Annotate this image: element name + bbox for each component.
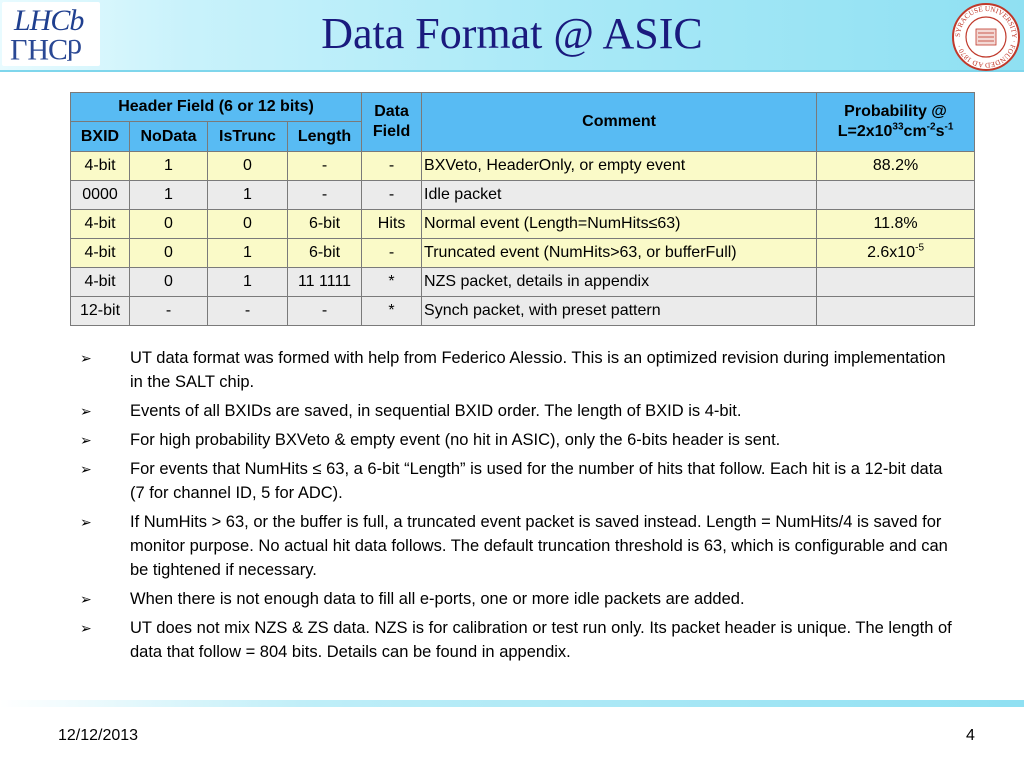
nodata-cell: 0 xyxy=(130,268,208,297)
bxid-cell: 4-bit xyxy=(71,210,130,239)
data-field-header: Data Field xyxy=(362,93,422,152)
istrunc-cell: - xyxy=(208,297,288,326)
istrunc-cell: 0 xyxy=(208,152,288,181)
header-divider xyxy=(0,70,1024,72)
comment-cell: Synch packet, with preset pattern xyxy=(422,297,817,326)
probability-cell xyxy=(817,297,975,326)
header-field-group: Header Field (6 or 12 bits) xyxy=(71,93,362,122)
bullet-text: When there is not enough data to fill all e-ports, one or more idle packets are added. xyxy=(130,590,745,608)
probability-header: Probability @ $L=2x10^{33}cm^{-2}s^{-1}$ xyxy=(817,93,975,152)
bullet-text: UT data format was formed with help from Federico Alessio. This is an optimized revision during implementation in the SALT chip. xyxy=(130,349,946,391)
length-header: Length xyxy=(288,122,362,152)
bullet-text: If NumHits > 63, or the buffer is full, a truncated event packet is saved instead. Length = NumHits/4 is saved for monitor purpose. No actual hit data follows. The default truncation threshold is 63, which is configurable and can be tightened if necessary. xyxy=(130,513,948,579)
arrow-bullet-icon: ➢ xyxy=(80,591,92,607)
table-row xyxy=(71,268,975,297)
data-field-cell: - xyxy=(362,181,422,210)
bullet-text: UT does not mix NZS & ZS data. NZS is for calibration or test run only. Its packet header is unique. The length of data that follow = 804 bits. Details can be found in appendix. xyxy=(130,619,952,661)
footer-divider xyxy=(0,700,1024,707)
data-format-table xyxy=(70,92,975,326)
footer-date: 12/12/2013 xyxy=(58,727,139,744)
arrow-bullet-icon: ➢ xyxy=(80,620,92,636)
probability-cell: 88.2% xyxy=(817,152,975,181)
comment-header: Comment xyxy=(422,93,817,152)
list-item xyxy=(80,399,960,423)
istrunc-cell: 1 xyxy=(208,239,288,268)
bxid-cell: 4-bit xyxy=(71,152,130,181)
length-cell: 6-bit xyxy=(288,239,362,268)
comment-cell: NZS packet, details in appendix xyxy=(422,268,817,297)
probability-cell: $2.6x10^{-5}$ xyxy=(817,239,975,268)
bullet-list xyxy=(80,346,960,669)
data-field-cell: - xyxy=(362,239,422,268)
arrow-bullet-icon: ➢ xyxy=(80,432,92,448)
probability-cell xyxy=(817,181,975,210)
istrunc-cell: 1 xyxy=(208,268,288,297)
data-field-cell: * xyxy=(362,297,422,326)
data-field-cell: - xyxy=(362,152,422,181)
syracuse-seal-icon xyxy=(951,2,1021,72)
comment-cell: BXVeto, HeaderOnly, or empty event xyxy=(422,152,817,181)
data-field-cell: Hits xyxy=(362,210,422,239)
table-row xyxy=(71,152,975,181)
nodata-cell: 1 xyxy=(130,152,208,181)
arrow-bullet-icon: ➢ xyxy=(80,350,92,366)
istrunc-cell: 1 xyxy=(208,181,288,210)
list-item xyxy=(80,510,960,582)
lhcb-logo-reflection: LHCb xyxy=(10,33,81,66)
bxid-cell: 4-bit xyxy=(71,268,130,297)
comment-cell: Normal event (Length=NumHits≤63) xyxy=(422,210,817,239)
data-field-cell: * xyxy=(362,268,422,297)
comment-cell: Truncated event (NumHits>63, or bufferFull) xyxy=(422,239,817,268)
probability-cell xyxy=(817,268,975,297)
table-row xyxy=(71,239,975,268)
istrunc-cell: 0 xyxy=(208,210,288,239)
list-item xyxy=(80,457,960,505)
nodata-cell: - xyxy=(130,297,208,326)
nodata-cell: 1 xyxy=(130,181,208,210)
arrow-bullet-icon: ➢ xyxy=(80,514,92,530)
slide-title: Data Format @ ASIC xyxy=(321,9,703,58)
bxid-cell: 4-bit xyxy=(71,239,130,268)
seal-ring-text: SYRACUSE UNIVERSITY · FOUNDED AD 1870 · xyxy=(953,4,1019,70)
arrow-bullet-icon: ➢ xyxy=(80,403,92,419)
table-row xyxy=(71,181,975,210)
table-row xyxy=(71,297,975,326)
list-item xyxy=(80,587,960,611)
length-cell: - xyxy=(288,152,362,181)
comment-cell: Idle packet xyxy=(422,181,817,210)
bxid-cell: 0000 xyxy=(71,181,130,210)
table-header-row xyxy=(71,93,975,122)
nodata-cell: 0 xyxy=(130,239,208,268)
istrunc-header: IsTrunc xyxy=(208,122,288,152)
arrow-bullet-icon: ➢ xyxy=(80,461,92,477)
probability-cell: 11.8% xyxy=(817,210,975,239)
bullet-text: For events that NumHits ≤ 63, a 6-bit “Length” is used for the number of hits that follow. Each hit is a 12-bit data (7 for channel ID, 5 for ADC). xyxy=(130,460,943,502)
bullet-text: For high probability BXVeto & empty event (no hit in ASIC), only the 6-bits header is sent. xyxy=(130,431,781,449)
length-cell: - xyxy=(288,181,362,210)
table-row xyxy=(71,210,975,239)
list-item xyxy=(80,346,960,394)
length-cell: 6-bit xyxy=(288,210,362,239)
bullet-text: Events of all BXIDs are saved, in sequential BXID order. The length of BXID is 4-bit. xyxy=(130,402,742,420)
lhcb-logo-text: LHCb xyxy=(14,4,84,37)
length-cell: - xyxy=(288,297,362,326)
list-item xyxy=(80,616,960,664)
nodata-header: NoData xyxy=(130,122,208,152)
list-item xyxy=(80,428,960,452)
bxid-cell: 12-bit xyxy=(71,297,130,326)
bxid-header: BXID xyxy=(71,122,130,152)
nodata-cell: 0 xyxy=(130,210,208,239)
page-number: 4 xyxy=(966,727,975,744)
length-cell: 11 1111 xyxy=(288,268,362,297)
